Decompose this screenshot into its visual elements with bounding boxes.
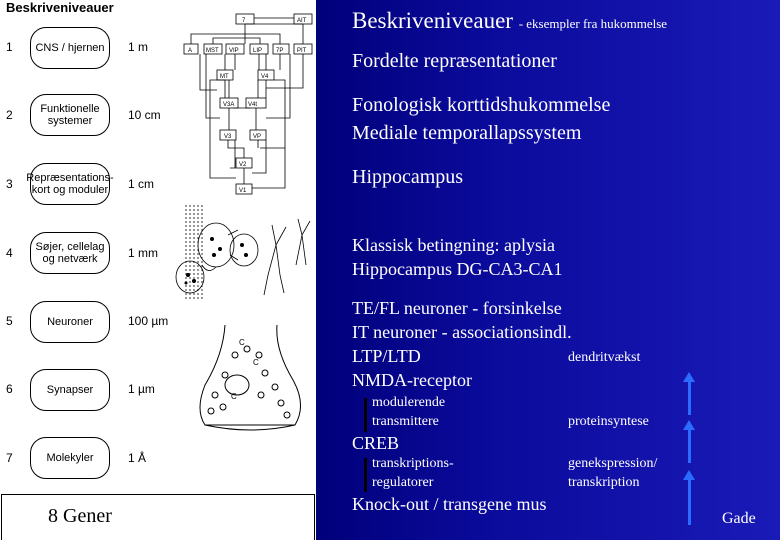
diagram-label: VP [253, 134, 262, 140]
dendrit-label: dendritvækst [568, 350, 641, 365]
levels-figure [0, 0, 316, 540]
diagram-label: V3A [223, 102, 235, 108]
level2-text-a: Fonologisk korttidshukommelse [352, 94, 611, 116]
svg-text:C: C [253, 358, 259, 367]
level-scale: 10 cm [128, 108, 161, 122]
level6-text-b: NMDA-receptor [352, 370, 472, 390]
diagram-label: V4 [261, 74, 269, 80]
level4-text-a: Klassisk betingning: aplysia [352, 235, 555, 255]
diagram-label: V1 [239, 188, 247, 194]
protein-label: proteinsyntese [568, 414, 649, 429]
diagram-label: LIP [253, 48, 263, 54]
level-box: Neuroner [30, 301, 110, 343]
level-scale: 1 cm [128, 177, 155, 191]
column-network-sketch [168, 205, 316, 300]
level-number: 2 [6, 108, 13, 122]
level-box: Molekyler [30, 437, 110, 479]
diagram-label: 7P [276, 48, 284, 54]
level-number: 5 [6, 314, 13, 328]
diagram-label: V2 [239, 162, 247, 168]
level4-text-b: Hippocampus DG-CA3-CA1 [352, 259, 563, 279]
diagram-label: V3 [224, 134, 232, 140]
svg-text:C: C [231, 392, 237, 401]
level5-text-b: IT neuroner - associationsindl. [352, 322, 572, 342]
diagram-label: AIT [297, 18, 307, 24]
level-scale: 100 µm [128, 314, 169, 328]
diagram-label: MT [220, 74, 229, 80]
level-number: 7 [6, 451, 13, 465]
level-scale: 1 Å [128, 451, 147, 465]
diagram-label: V4t [248, 102, 258, 108]
diagram-label: VIP [229, 48, 239, 54]
level-box: CNS / hjernen [30, 27, 110, 69]
level-number: 6 [6, 382, 13, 396]
level-scale: 1 m [128, 40, 149, 54]
genek-label-b: transkription [568, 475, 640, 490]
slide-subtitle: - eksempler fra hukommelse [518, 16, 668, 31]
arrow-up-shaft [688, 429, 691, 463]
regulator-bar [364, 458, 367, 492]
creb-text: CREB [352, 433, 400, 453]
svg-text:C: C [239, 338, 245, 347]
level-number: 3 [6, 177, 13, 191]
level3-text: Hippocampus [352, 166, 464, 188]
arrow-up-shaft [688, 479, 691, 525]
author-label: Gade [722, 510, 756, 527]
diagram-label: PIT [297, 48, 307, 54]
modulerende-label-b: transmittere [372, 414, 439, 429]
slide-title-text: Beskriveniveauer [352, 8, 513, 33]
level-number: 4 [6, 246, 13, 260]
diagram-label: MST [206, 48, 219, 54]
level6-text-a: LTP/LTD [352, 346, 421, 366]
trans-label-a: transkriptions- [372, 456, 454, 471]
modulator-bar [364, 398, 367, 432]
diagram-label: 7 [242, 18, 246, 24]
slide-title [352, 8, 667, 34]
level-box: Synapser [30, 369, 110, 411]
figure-title: Beskriveniveauer [6, 0, 114, 15]
synapse-sketch [195, 325, 310, 445]
knockout-text: Knock-out / transgene mus [352, 494, 547, 514]
level-scale: 1 µm [128, 382, 155, 396]
trans-label-b: regulatorer [372, 475, 434, 490]
visual-hierarchy-diagram [170, 8, 316, 198]
level-scale: 1 mm [128, 246, 158, 260]
level-box: Repræsentations-kort og moduler [30, 163, 110, 205]
level-8-label: 8 Gener [48, 505, 112, 527]
level2-text-b: Mediale temporallapssystem [352, 122, 582, 144]
genek-label-a: genekspression/ [568, 456, 658, 471]
level-box: Funktionelle systemer [30, 94, 110, 136]
modulerende-label-a: modulerende [372, 395, 446, 410]
diagram-label: A [188, 48, 193, 54]
level5-text-a: TE/FL neuroner - forsinkelse [352, 298, 562, 318]
level1-text: Fordelte repræsentationer [352, 50, 557, 72]
level-box: Søjer, cellelag og netværk [30, 232, 110, 274]
level-number: 1 [6, 40, 13, 54]
arrow-up-shaft [688, 381, 691, 415]
